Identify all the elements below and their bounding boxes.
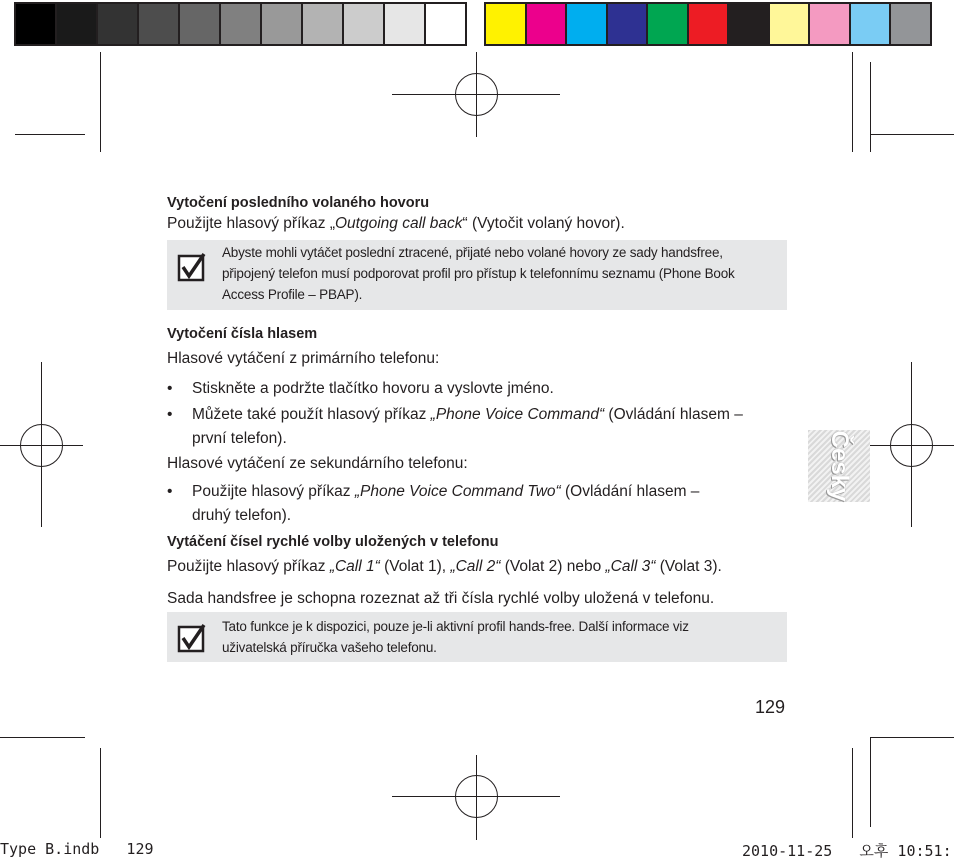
page-number: 129	[755, 697, 786, 717]
crop-mark	[870, 134, 954, 135]
voice-command: „Phone Voice Command Two“	[354, 483, 561, 500]
color-swatch	[14, 2, 57, 46]
color-swatch	[139, 2, 180, 46]
crop-mark	[852, 52, 853, 152]
crop-mark	[870, 62, 871, 152]
note-line: uživatelská příručka vašeho telefonu.	[222, 640, 437, 655]
paragraph-speed-dial-capacity: Sada handsfree je schopna rozeznat až tři čísla rychlé volby uložená v telefonu.	[167, 590, 715, 607]
crop-mark	[15, 134, 85, 135]
registration-mark-circle	[455, 775, 498, 818]
note-box	[167, 240, 787, 310]
bullet-glyph: •	[167, 483, 173, 500]
note-box	[167, 612, 787, 662]
color-swatch	[770, 2, 811, 46]
footer-timestamp: 2010-11-25 오후 10:51:	[742, 842, 952, 860]
text: “ (Vytočit volaný hovor).	[462, 215, 625, 232]
registration-mark-circle	[20, 424, 63, 467]
crop-mark	[870, 737, 871, 827]
text: první telefon).	[192, 430, 287, 447]
color-swatch	[810, 2, 851, 46]
paragraph-primary-intro: Hlasové vytáčení z primárního telefonu:	[167, 350, 440, 367]
paragraph-last-call	[167, 212, 625, 236]
crop-mark	[870, 737, 954, 738]
text: (Volat 1),	[379, 558, 451, 575]
color-swatch	[851, 2, 892, 46]
color-swatch	[648, 2, 689, 46]
text: druhý telefon).	[192, 507, 292, 524]
color-swatch	[891, 2, 932, 46]
text: Použijte hlasový příkaz	[192, 483, 355, 500]
voice-command: „Call 3“	[605, 558, 656, 575]
section-heading-last-call: Vytočení posledního volaného hovoru	[167, 195, 430, 211]
crop-mark	[0, 737, 85, 738]
checkmark-note-icon	[177, 252, 207, 282]
crop-mark	[100, 52, 101, 152]
voice-command: „Call 2“	[450, 558, 501, 575]
language-side-tab	[808, 430, 870, 502]
voice-command: Outgoing call back	[335, 215, 463, 232]
registration-mark-circle	[455, 73, 498, 116]
color-swatch	[262, 2, 303, 46]
crop-mark	[852, 748, 853, 838]
color-swatch	[98, 2, 139, 46]
list-item-text	[192, 480, 787, 528]
registration-mark-circle	[890, 424, 933, 467]
note-text	[222, 616, 782, 658]
checkmark-note-icon	[177, 623, 207, 653]
note-line: připojený telefon musí podporovat profil pro přístup k telefonnímu seznamu (Phone Book	[222, 266, 735, 281]
color-swatch	[567, 2, 608, 46]
list-item-text: Stiskněte a podržte tlačítko hovoru a vyslovte jméno.	[192, 380, 554, 397]
text: Použijte hlasový příkaz „	[167, 215, 335, 232]
color-swatch	[608, 2, 649, 46]
color-swatch	[221, 2, 262, 46]
paragraph-secondary-intro: Hlasové vytáčení ze sekundárního telefonu:	[167, 455, 468, 472]
color-swatch	[303, 2, 344, 46]
bullet-glyph: •	[167, 380, 173, 397]
text: (Ovládání hlasem –	[560, 483, 700, 500]
note-text	[222, 242, 782, 305]
crop-mark	[100, 748, 101, 838]
color-swatch	[344, 2, 385, 46]
color-swatch	[180, 2, 221, 46]
note-line: Abyste mohli vytáčet poslední ztracené, přijaté nebo volané hovory ze sady handsfree,	[222, 245, 723, 260]
color-swatch	[689, 2, 730, 46]
bullet-glyph: •	[167, 406, 173, 423]
voice-command: „Phone Voice Command“	[430, 406, 605, 423]
gray-calibration-bar	[14, 2, 467, 46]
color-calibration-bar	[484, 2, 932, 46]
text: Můžete také použít hlasový příkaz	[192, 406, 431, 423]
text: Použijte hlasový příkaz	[167, 558, 330, 575]
color-swatch	[729, 2, 770, 46]
note-line: Access Profile – PBAP).	[222, 287, 363, 302]
text: (Volat 2) nebo	[500, 558, 606, 575]
color-swatch	[527, 2, 568, 46]
paragraph-speed-dial	[167, 555, 722, 579]
color-swatch	[426, 2, 467, 46]
list-item-text	[192, 403, 787, 451]
note-line: Tato funkce je k dispozici, pouze je-li aktivní profil hands-free. Další informace viz	[222, 619, 689, 634]
language-tab-label: Česky	[826, 430, 853, 502]
color-swatch	[484, 2, 527, 46]
footer-file-info: Type B.indb 129	[0, 840, 154, 858]
section-heading-voice-dial: Vytočení čísla hlasem	[167, 326, 318, 342]
color-swatch	[57, 2, 98, 46]
color-swatch	[385, 2, 426, 46]
text: (Volat 3).	[655, 558, 722, 575]
text: (Ovládání hlasem –	[604, 406, 743, 423]
voice-command: „Call 1“	[329, 558, 380, 575]
section-heading-speed-dial: Vytáčení čísel rychlé volby uložených v telefonu	[167, 534, 499, 550]
